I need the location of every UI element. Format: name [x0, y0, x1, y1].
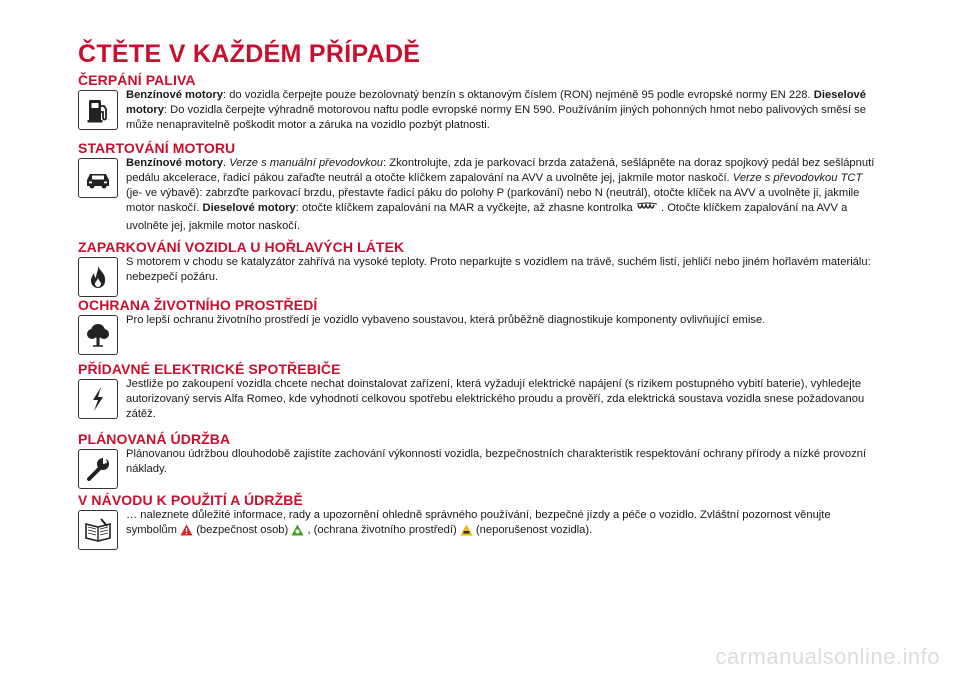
- environment-leaf-icon: [291, 524, 304, 541]
- book-icon: [78, 510, 118, 550]
- car-icon: [78, 158, 118, 198]
- section-flammable: [78, 239, 878, 297]
- lightning-icon: [78, 379, 118, 419]
- section-text-fuel: Benzínové motory: do vozidla čerpejte pouze bezolovnatý benzín s oktanovým číslem (RON) nejméně 95 podle evropské normy EN 228. Dieselové motory: Do vozidla čerpejte výhradně motorovou naftu podle evropské normy EN 590. Používáním jiných pohonných hmot nebo palivových směsí se může nenapravitelně poškodit motor a záruka na vozidlo pozbýt platnosti.: [126, 89, 867, 131]
- section-heading-manual: V NÁVODU K POUŽITÍ A ÚDRŽBĚ: [78, 492, 303, 508]
- section-text-engine-start: Benzínové motory. Verze s manuální převodovkou: Zkontrolujte, zda je parkovací brzda zatažená, sešlápněte na doraz spojkový pedál bez sešlápnutí pedálu akcelerace, řadicí pákou zařaďte neutrál a otočte klíčkem zapalování na AVV a uvolněte jej, jakmile motor naskočí. Verze s převodovkou TCT (je- ve výbavě): zabrzďte parkovací brzdu, přestavte řadicí páku do polohy P (parkování) nebo N (neutrál), otočte klíček na AVV a uvolněte ji, jakmile motor naskočí. Dieselové motory: otočte klíčkem zapalování na MAR a vyčkejte, až zhasne kontrolka . Otočte klíčkem zapalování na AVV a uvolněte jej, jakmile motor naskočí.: [126, 157, 875, 232]
- section-heading-flammable: ZAPARKOVÁNÍ VOZIDLA U HOŘLAVÝCH LÁTEK: [78, 239, 405, 255]
- section-heading-electric: PŘÍDAVNÉ ELEKTRICKÉ SPOTŘEBIČE: [78, 361, 341, 377]
- section-heading-maintenance: PLÁNOVANÁ ÚDRŽBA: [78, 431, 231, 447]
- section-heading-engine-start: STARTOVÁNÍ MOTORU: [78, 140, 236, 156]
- section-text-manual: … naleznete důležité informace, rady a upozornění ohledně správného používání, bezpečné jízdy a péče o vozidlo. Zvláštní pozornost věnujte symbolům (bezpečnost osob) , (ochrana životního prostředí) (neporušenost vozidla).: [126, 508, 878, 541]
- section-engine-start: [78, 140, 878, 234]
- vehicle-warning-icon: [460, 524, 473, 541]
- page-title: ČTĚTE V KAŽDÉM PŘÍPADĚ: [78, 40, 421, 68]
- section-text-flammable: S motorem v chodu se katalyzátor zahřívá na vysoké teploty. Proto neparkujte s vozidlem na trávě, suchém listí, jehličí nebo jiném hořlavém materiálu: nebezpečí požáru.: [126, 256, 871, 283]
- wrench-icon: [78, 449, 118, 489]
- tree-icon: [78, 315, 118, 355]
- section-heading-environment: OCHRANA ŽIVOTNÍHO PROSTŘEDÍ: [78, 297, 318, 313]
- section-manual: [78, 492, 878, 550]
- section-heading-fuel: ČERPÁNÍ PALIVA: [78, 72, 196, 88]
- section-environment: [78, 297, 878, 355]
- watermark: carmanualsonline.info: [715, 644, 940, 669]
- section-text-environment: Pro lepší ochranu životního prostředí je vozidlo vybaveno soustavou, která průběžně diagnostikuje komponenty ovlivňující emise.: [126, 314, 766, 326]
- flame-icon: [78, 257, 118, 297]
- section-fuel: [78, 72, 878, 133]
- section-electric: [78, 361, 878, 422]
- section-maintenance: [78, 431, 878, 489]
- section-text-maintenance: Plánovanou údržbou dlouhodobě zajistíte zachování výkonnosti vozidla, bezpečnostních charakteristik respektování ochrany přírody a nízké provozní náklady.: [126, 448, 867, 475]
- section-text-electric: Jestliže po zakoupení vozidla chcete nechat doinstalovat zařízení, která vyžadují elektrické napájení (s rizikem postupného vybití baterie), vyhledejte autorizovaný servis Alfa Romeo, kde vyhodnotí celkovou spotřebu elektrického proudu a prověří, zda elektrická soustava vozidla snese požadovanou zátěž.: [126, 378, 865, 420]
- glow-plug-icon: [636, 202, 658, 219]
- warning-person-icon: [180, 524, 193, 541]
- fuel-pump-icon: [78, 90, 118, 130]
